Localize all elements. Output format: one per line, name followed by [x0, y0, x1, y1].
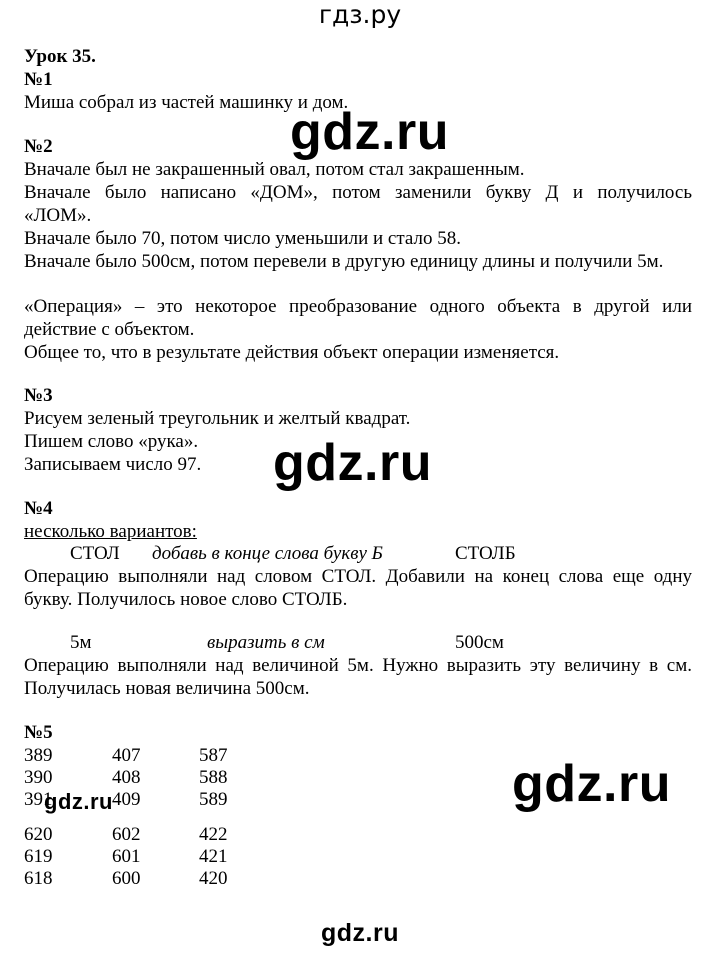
watermark-logo: gdz.ru: [273, 434, 432, 492]
task-5-number: №5: [24, 722, 53, 743]
task-2-line-2: Вначале было написано «ДОМ», потом заменили букву Д и получилось: [24, 182, 692, 203]
table-cell: 600: [112, 868, 141, 889]
example-2-text-1: Операцию выполняли над величиной 5м. Нужно выразить эту величину в см.: [24, 655, 692, 676]
table-cell: 407: [112, 745, 141, 766]
task-4-subtitle: несколько вариантов:: [24, 521, 197, 542]
task-3-line-3: Записываем число 97.: [24, 454, 202, 475]
example-1-from: СТОЛ: [70, 543, 120, 564]
task-3-number: №3: [24, 385, 53, 406]
table-cell: 408: [112, 767, 141, 788]
task-1-number: №1: [24, 69, 53, 90]
task-2-line-5: Вначале было 500см, потом перевели в другую единицу длины и получили 5м.: [24, 251, 664, 272]
site-header: гдз.ру: [318, 0, 402, 29]
task-2-line-1: Вначале был не закрашенный овал, потом стал закрашенным.: [24, 159, 525, 180]
task-1-text: Миша собрал из частей машинку и дом.: [24, 92, 349, 113]
watermark-logo: gdz.ru: [44, 789, 113, 814]
table-cell: 390: [24, 767, 53, 788]
operation-definition-1: «Операция» – это некоторое преобразование одного объекта в другой или: [24, 296, 692, 317]
table-cell: 421: [199, 846, 228, 867]
example-2-from: 5м: [70, 632, 92, 653]
example-2-operation: выразить в см: [207, 632, 325, 653]
task-4-number: №4: [24, 498, 53, 519]
table-cell: 588: [199, 767, 228, 788]
operation-definition-3: Общее то, что в результате действия объект операции изменяется.: [24, 342, 560, 363]
task-2-line-3: «ЛОМ».: [24, 205, 92, 226]
operation-definition-2: действие с объектом.: [24, 319, 195, 340]
task-2-number: №2: [24, 136, 53, 157]
example-1-operation: добавь в конце слова букву Б: [152, 543, 383, 564]
example-1-text-1: Операцию выполняли над словом СТОЛ. Добавили на конец слова еще одну: [24, 566, 692, 587]
table-cell: 620: [24, 824, 53, 845]
table-cell: 601: [112, 846, 141, 867]
table-cell: 420: [199, 868, 228, 889]
table-cell: 391: [24, 789, 53, 810]
task-3-line-2: Пишем слово «рука».: [24, 431, 199, 452]
table-cell: 389: [24, 745, 53, 766]
watermark-logo: gdz.ru: [512, 755, 671, 813]
table-cell: 619: [24, 846, 53, 867]
example-1-text-2: букву. Получилось новое слово СТОЛБ.: [24, 589, 348, 610]
table-cell: 618: [24, 868, 53, 889]
task-3-line-1: Рисуем зеленый треугольник и желтый квадрат.: [24, 408, 411, 429]
table-cell: 587: [199, 745, 228, 766]
example-2-text-2: Получилась новая величина 500см.: [24, 678, 310, 699]
table-cell: 409: [112, 789, 141, 810]
lesson-title: Урок 35.: [24, 46, 96, 67]
table-cell: 422: [199, 824, 228, 845]
task-2-line-4: Вначале было 70, потом число уменьшили и стало 58.: [24, 228, 461, 249]
watermark-logo: gdz.ru: [290, 103, 449, 161]
example-2-to: 500см: [455, 632, 504, 653]
example-1-to: СТОЛБ: [455, 543, 516, 564]
table-cell: 589: [199, 789, 228, 810]
table-cell: 602: [112, 824, 141, 845]
watermark-logo: gdz.ru: [321, 919, 399, 947]
